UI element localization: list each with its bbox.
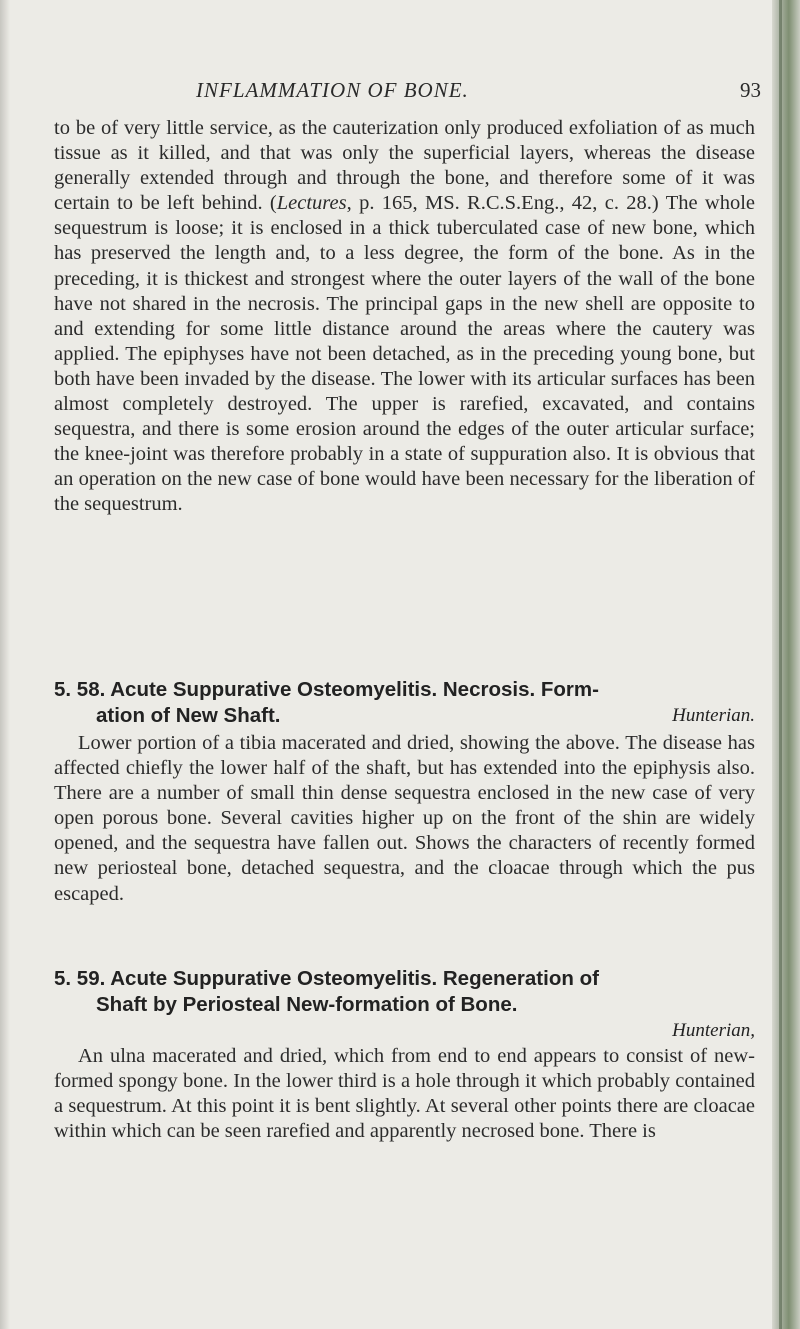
- specimen-59-title-line1: [54, 966, 755, 992]
- paragraph-text-a: to be of very little service, as the cauterization only produced exfoliation of as much tissue as it killed, and that was only the superficial layers, whereas the disease generally extended through and through the bone, and therefore some of it was certain to be left behind. (: [54, 117, 755, 215]
- specimen-58-title-b: ation of New Shaft.: [96, 704, 281, 727]
- page-binding-line: [779, 0, 782, 1329]
- page-binding-strip: [772, 0, 800, 1329]
- page-number: 93: [740, 78, 761, 102]
- page-left-edge: [0, 0, 10, 1329]
- continued-paragraph: [54, 116, 755, 518]
- specimen-59-number: 5. 59.: [54, 967, 106, 990]
- specimen-59-title-a: Acute Suppurative Osteomyelitis. Regeneration of: [110, 967, 599, 990]
- specimen-58-source: Hunterian.: [672, 705, 755, 726]
- lectures-citation: Lectures: [276, 192, 347, 215]
- running-head: INFLAMMATION OF BONE.: [196, 78, 469, 102]
- specimen-58-description: Lower portion of a tibia macerated and dried, showing the above. The disease has affected chiefly the lower half of the shaft, but has extended into the epiphysis also. There are a number of small thin dense sequestra enclosed in the new case of very open porous bone. Several cavities higher up on the front of the shin are widely opened, and the sequestra have fallen out. Shows the characters of recently formed new periosteal bone, detached sequestra, and the cloacae through which the pus escaped.: [54, 732, 755, 905]
- specimen-59-heading: [54, 966, 755, 1044]
- specimen-58-title-line1: [54, 677, 755, 703]
- specimen-58-title-line2-row: [54, 703, 755, 729]
- specimen-58-heading: [54, 677, 755, 729]
- specimen-59-description: An ulna macerated and dried, which from end to end appears to consist of new-formed spongy bone. In the lower third is a hole through it which probably contained a sequestrum. At this point it is bent slightly. At several other points there are cloacae within which can be seen rarefied and apparently necrosed bone. There is: [54, 1045, 755, 1143]
- specimen-58-number: 5. 58.: [54, 678, 106, 701]
- specimen-58-title-a: Acute Suppurative Osteomyelitis. Necrosis. Form-: [110, 678, 599, 701]
- specimen-59-title-b: Shaft by Periosteal New-formation of Bone.: [96, 993, 518, 1016]
- paragraph-text-b: , p. 165, MS. R.C.S.Eng., 42, c. 28.) The whole sequestrum is loose; it is enclosed in a thick tuberculated case of new bone, which has preserved the length and, to a less degree, the form of the bone. As in the preceding, it is thickest and strongest where the outer layers of the wall of the bone have not shared in the necrosis. The principal gaps in the new shell are opposite to and extending for some little distance around the areas where the cautery was applied. The epiphyses have not been detached, as in the preceding young bone, but both have been invaded by the disease. The lower with its articular surfaces has been almost completely destroyed. The upper is rarefied, excavated, and contains sequestra, and there is some erosion around the edges of the outer articular surface; the knee-joint was therefore probably in a state of suppuration also. It is obvious that an operation on the new case of bone would have been necessary for the liberation of the sequestrum.: [54, 192, 755, 516]
- specimen-59-source: Hunterian,: [672, 1020, 755, 1041]
